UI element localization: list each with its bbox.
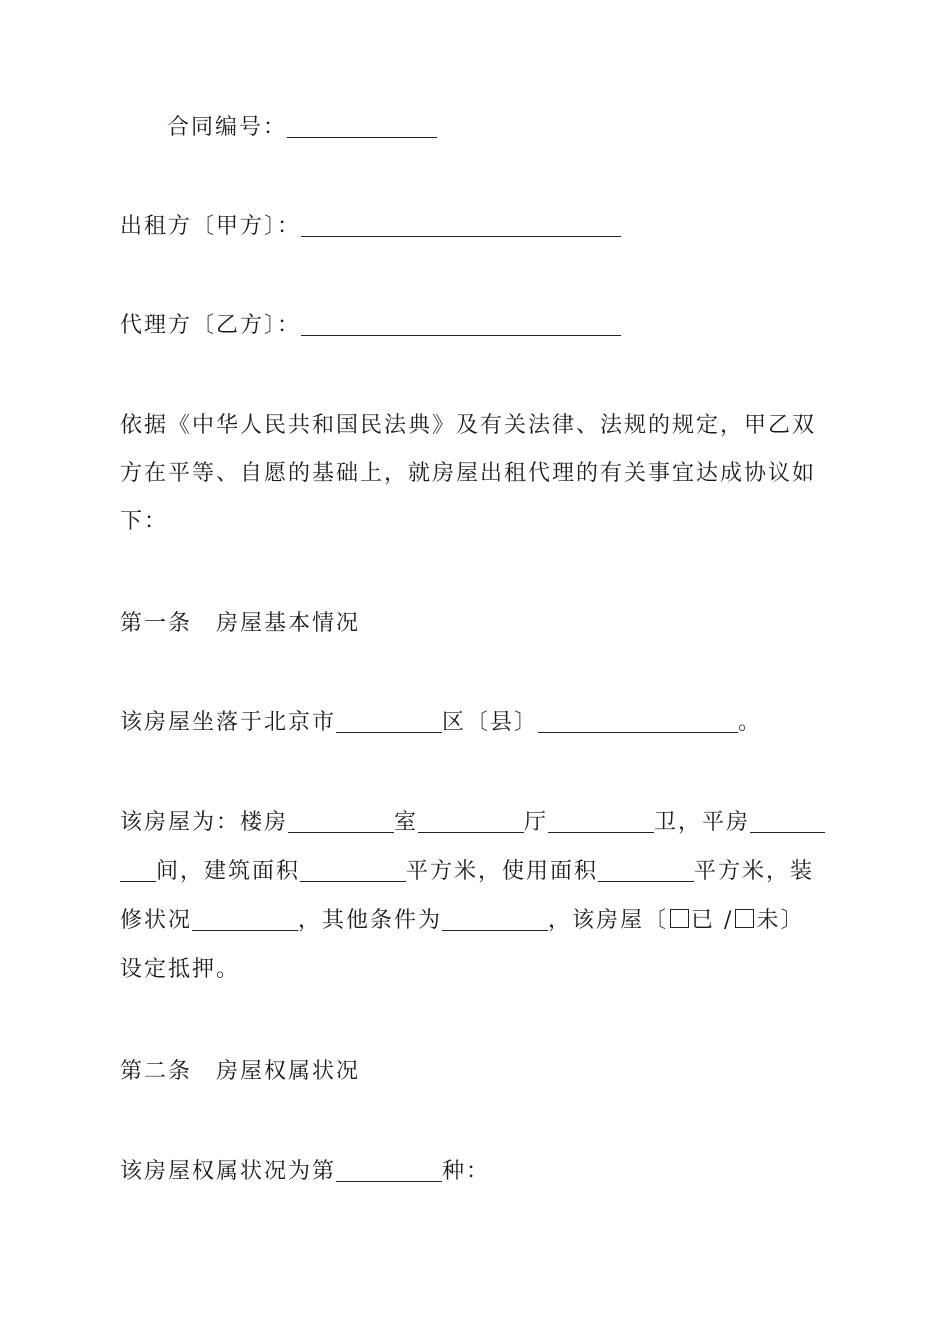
district-blank[interactable] — [336, 704, 442, 733]
desc-text: 厅 — [524, 810, 549, 835]
ownership-suffix: 种： — [442, 1159, 491, 1184]
intro-line-3: 下： — [120, 509, 169, 534]
ownership-type-row — [120, 1148, 835, 1196]
lessor-blank[interactable] — [301, 208, 621, 237]
desc-text: 该房屋为：楼房 — [120, 810, 289, 835]
baths-blank[interactable] — [548, 804, 654, 833]
desc-text: 平方米，装 — [694, 859, 815, 884]
decoration-blank[interactable] — [192, 902, 298, 931]
agent-label: 代理方〔乙方〕： — [120, 313, 302, 338]
intro-line-1: 依据《中华人民共和国民法典》及有关法律、法规的规定，甲乙双 — [120, 413, 817, 438]
bungalow-blank-part1[interactable] — [750, 804, 825, 833]
mortgaged-checkbox[interactable] — [670, 909, 689, 928]
contract-number-label: 合同编号： — [167, 115, 288, 140]
other-conditions-blank[interactable] — [442, 902, 548, 931]
house-desc-line-4: 设定抵押。 — [120, 957, 241, 982]
location-mid: 区〔县〕 — [442, 710, 539, 735]
desc-text: 平方米，使用面积 — [406, 859, 599, 884]
halls-blank[interactable] — [418, 804, 524, 833]
contract-number-row — [167, 104, 882, 152]
agent-blank[interactable] — [301, 307, 621, 336]
ownership-type-blank[interactable] — [336, 1153, 442, 1182]
contract-number-blank[interactable] — [287, 109, 437, 138]
desc-text: ，其他条件为 — [298, 908, 443, 933]
ownership-prefix: 该房屋权属状况为第 — [120, 1159, 337, 1184]
not-mortgaged-checkbox[interactable] — [735, 909, 754, 928]
rooms-blank[interactable] — [288, 804, 394, 833]
address-blank[interactable] — [538, 704, 738, 733]
article-2-title: 第二条 房屋权属状况 — [120, 1059, 361, 1084]
house-desc-line-3 — [120, 897, 835, 945]
bungalow-blank-part2[interactable] — [120, 853, 156, 882]
intro-line-2: 方在平等、自愿的基础上，就房屋出租代理的有关事宜达成协议如 — [120, 461, 817, 486]
desc-text: 卫，平房 — [654, 810, 751, 835]
location-end: 。 — [738, 710, 763, 735]
house-desc-line-1 — [120, 799, 835, 847]
location-prefix: 该房屋坐落于北京市 — [120, 710, 337, 735]
agent-row — [120, 302, 835, 350]
building-area-blank[interactable] — [300, 853, 406, 882]
lessor-row — [120, 203, 835, 251]
desc-text: ，该房屋〔 — [548, 908, 669, 933]
house-desc-line-2 — [120, 848, 835, 896]
lessor-label: 出租方〔甲方〕： — [120, 214, 302, 239]
desc-text: 未〕 — [756, 908, 805, 933]
desc-text: 间，建筑面积 — [156, 859, 301, 884]
usable-area-blank[interactable] — [598, 853, 694, 882]
desc-text: 已 / — [691, 908, 734, 933]
location-row — [120, 699, 835, 747]
article-1-title: 第一条 房屋基本情况 — [120, 611, 361, 636]
desc-text: 室 — [394, 810, 419, 835]
desc-text: 修状况 — [120, 908, 193, 933]
